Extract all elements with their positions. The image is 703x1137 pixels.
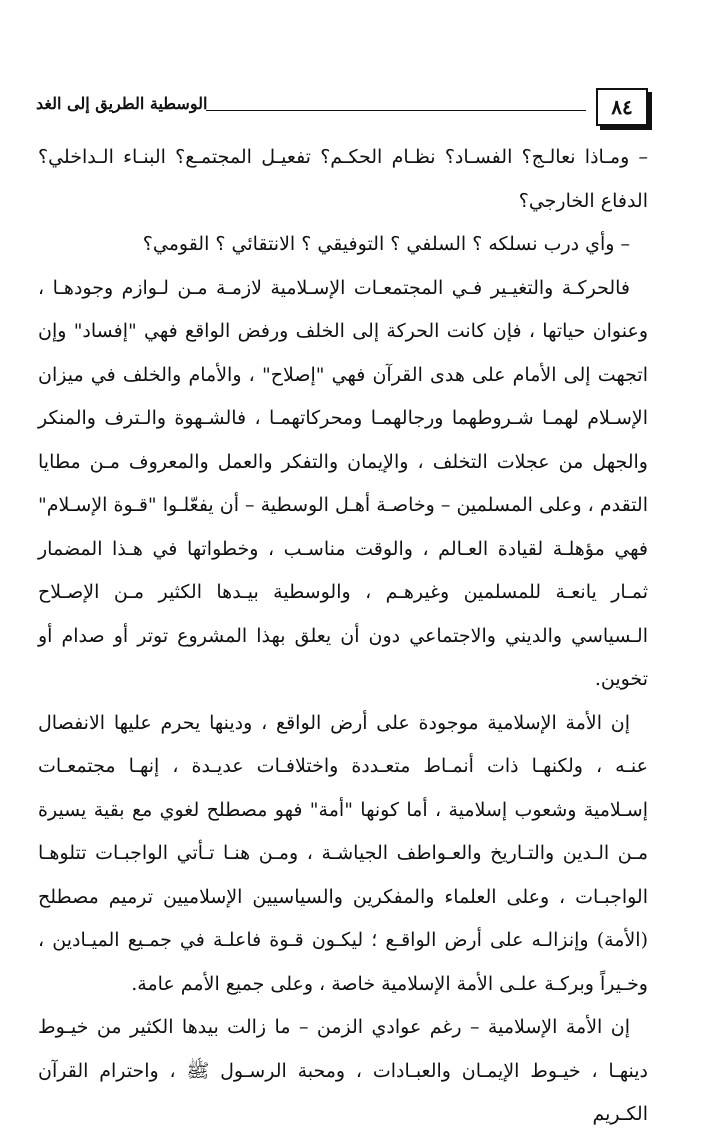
running-title: الوسطية الطريق إلى الغد <box>36 94 208 113</box>
paragraph-question-2: – وأي درب نسلكه ؟ السلفي ؟ التوفيقي ؟ الانتقائي ؟ القومي؟ <box>142 233 630 255</box>
running-header <box>36 88 648 130</box>
header-rule <box>206 110 586 111</box>
page-number: ٨٤ <box>596 88 648 126</box>
paragraph-movement: فالحركـة والتغيـير فـي المجتمعـات الإسـلامية لازمـة مـن لـوازم وجودهـا ، وعنوان حياتها ، فإن كانت الحركة إلى الخلف ورفض الواقع فهي "إفساد" وإن اتجهت إلى الأمام على هدى القرآن فهي "إصلاح" ، والأمام والخلف في ميزان الإسـلام لهمـا شـروطهما ورجالهمـا ومحركاتهمـا ، فالشـهوة والـترف والمنكر والجهل من عجلات التخلف ، والإيمان والتفكر والعمل والمعروف مـن مطايا التقدم ، وعلى المسلمين – وخاصـة أهـل الوسطية – أن يفعّلـوا "قـوة الإسـلام" فهي مؤهلـة لقيادة العـالم ، والوقت مناسـب ، وخطواتها في هـذا المضمار ثمـار يانعـة للمسلمين وغيرهـم ، والوسطية بيـدها الكثير مـن الإصـلاح الـسياسي والديني والاجتماعي دون أن يعلق بهذا المشروع توتر أو صدام أو تخوين. <box>38 276 648 690</box>
paragraph-threads: إن الأمة الإسلامية – رغم عوادي الزمن – ما زالت بيدها الكثير من خيـوط دينهـا ، خيـوط الإيمـان والعبـادات ، ومحبة الرسـول ﷺ ، واحترام القرآن الكـريم <box>38 1016 648 1125</box>
paragraph-question-1: – ومـاذا نعالـج؟ الفسـاد؟ نظـام الحكـم؟ تفعيـل المجتمـع؟ البنـاء الـداخلي؟ الدفاع الخارجي؟ <box>38 146 648 212</box>
paragraph-ummah: إن الأمة الإسلامية موجودة على أرض الواقع ، ودينها يحرم عليها الانفصال عنـه ، ولكنهـا ذات أنمـاط متعـددة واختلافـات عديـدة ، إنهـا مجتمعـات إسـلامية وشعوب إسلامية ، أما كونها "أمة" فهو مصطلح لغوي مع بقية يسيرة مـن الـدين والتـاريخ والعـواطف الجياشـة ، ومـن هنـا تـأتي الواجبـات تتلوهـا الواجبـات ، وعلى العلماء والمفكرين والسياسيين الإسلاميين ترميم مصطلح (الأمة) وإنزالـه على أرض الواقـع ؛ ليكـون قـوة فاعلـة في جمـيع الميـادين ، وخـيراً وبركـة علـى الأمة الإسلامية خاصة ، وعلى جميع الأمم عامة. <box>38 711 648 995</box>
page-body <box>38 136 648 1137</box>
